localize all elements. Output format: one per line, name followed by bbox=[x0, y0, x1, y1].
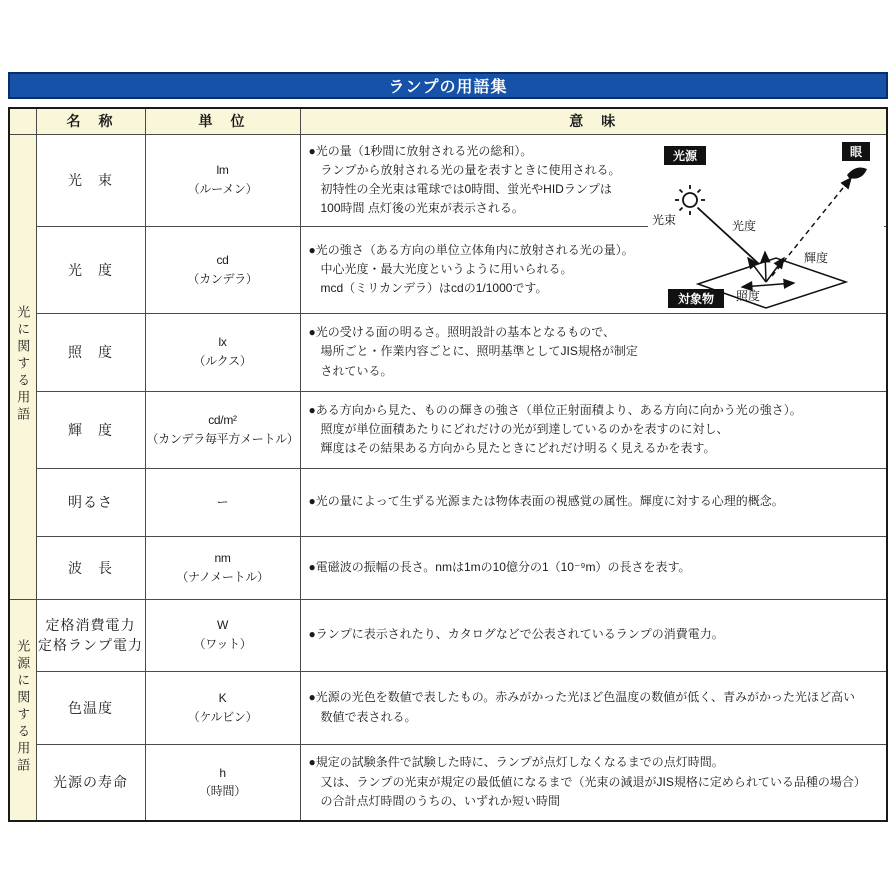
table-row-rated-power bbox=[9, 599, 887, 671]
eye-label: 眼 bbox=[849, 145, 863, 159]
term-meaning: ●ある方向から見た、ものの輝きの強さ（単位正射面積より、ある方向に向かう光の強さ）。 照度が単位面積あたりにどれだけの光が到達しているのかを表すのに対し、 輝度はその結果ある方向から見たときにどれだけ明るく見えるかを表す。 bbox=[300, 391, 887, 468]
term-meaning: ●光の量（1秒間に放射される光の総和）。 ランプから放射される光の量を表すときに使用される。 初特性の全光束は電球では0時間、蛍光やHIDランプは 100時間 点灯後の光束が表示される。 bbox=[300, 134, 887, 226]
flux-label: 光束 bbox=[652, 213, 677, 227]
term-meaning: ●光の受ける面の明るさ。照明設計の基本となるもので、 場所ごと・作業内容ごとに、照明基準としてJIS規格が制定 されている。 bbox=[300, 313, 887, 391]
term-name: 光源の寿命 bbox=[36, 744, 145, 821]
term-unit: nm （ナノメートル） bbox=[145, 536, 300, 599]
col-header-unit: 単 位 bbox=[145, 108, 300, 134]
col-header-meaning: 意 味 bbox=[300, 108, 887, 134]
term-unit: h （時間） bbox=[145, 744, 300, 821]
term-unit: K （ケルビン） bbox=[145, 671, 300, 744]
term-meaning: ●光源の光色を数値で表したもの。赤みがかった光ほど色温度の数値が低く、青みがかった光ほど高い 数値で表される。 bbox=[300, 671, 887, 744]
term-unit: cd/m² （カンデラ毎平方メートル） bbox=[145, 391, 300, 468]
term-unit: ー bbox=[145, 468, 300, 536]
diagram-canvas bbox=[648, 140, 884, 310]
eye-icon bbox=[847, 167, 867, 178]
light-measurement-diagram bbox=[648, 140, 884, 310]
header-row bbox=[9, 108, 887, 134]
term-meaning: ●電磁波の振幅の長さ。nmは1mの10億分の1（10⁻⁹m）の長さを表す。 bbox=[300, 536, 887, 599]
intensity-label: 光度 bbox=[732, 219, 757, 233]
group-cell-source-terms bbox=[9, 599, 36, 821]
group-label-light-terms: 光に関する用語 bbox=[15, 304, 31, 424]
illuminance-label: 照度 bbox=[736, 289, 761, 303]
term-unit: lm （ルーメン） bbox=[145, 134, 300, 226]
page-title-banner bbox=[8, 72, 888, 99]
table-row-color-temperature bbox=[9, 671, 887, 744]
term-name: 光 度 bbox=[36, 226, 145, 313]
term-name: 定格消費電力 定格ランプ電力 bbox=[36, 599, 145, 671]
luminance-label: 輝度 bbox=[804, 251, 829, 265]
term-unit: W （ワット） bbox=[145, 599, 300, 671]
term-unit: lx （ルクス） bbox=[145, 313, 300, 391]
table-row-wavelength bbox=[9, 536, 887, 599]
table-row-lamp-life bbox=[9, 744, 887, 821]
term-unit: cd （カンデラ） bbox=[145, 226, 300, 313]
term-meaning: ●光の強さ（ある方向の単位立体角内に放射される光の量）。 中心光度・最大光度というように用いられる。 mcd（ミリカンデラ）はcdの1/1000です。 bbox=[300, 226, 887, 313]
term-meaning: ●光の量によって生ずる光源または物体表面の視感覚の属性。輝度に対する心理的概念。 bbox=[300, 468, 887, 536]
table-row-luminance bbox=[9, 391, 887, 468]
object-label: 対象物 bbox=[677, 292, 715, 306]
term-name: 明るさ bbox=[36, 468, 145, 536]
term-name: 輝 度 bbox=[36, 391, 145, 468]
table-row-brightness bbox=[9, 468, 887, 536]
term-name: 波 長 bbox=[36, 536, 145, 599]
header-corner-cell bbox=[9, 108, 36, 134]
group-label-source-terms: 光源に関する用語 bbox=[15, 639, 31, 776]
page-title: ランプの用語集 bbox=[388, 79, 508, 96]
term-name: 色温度 bbox=[36, 671, 145, 744]
term-meaning: ●ランプに表示されたり、カタログなどで公表されているランプの消費電力。 bbox=[300, 599, 887, 671]
table-row-illuminance bbox=[9, 313, 887, 391]
term-meaning: ●規定の試験条件で試験した時に、ランプが点灯しなくなるまでの点灯時間。 又は、ランプの光束が規定の最低値になるまで（光束の減退がJIS規格に定められている品種の場合） の合計点灯時間のうちの、いずれか短い時間 bbox=[300, 744, 887, 821]
col-header-name: 名 称 bbox=[36, 108, 145, 134]
light-source-label: 光源 bbox=[672, 149, 698, 163]
group-cell-light-terms bbox=[9, 134, 36, 599]
term-name: 光 束 bbox=[36, 134, 145, 226]
term-name: 照 度 bbox=[36, 313, 145, 391]
